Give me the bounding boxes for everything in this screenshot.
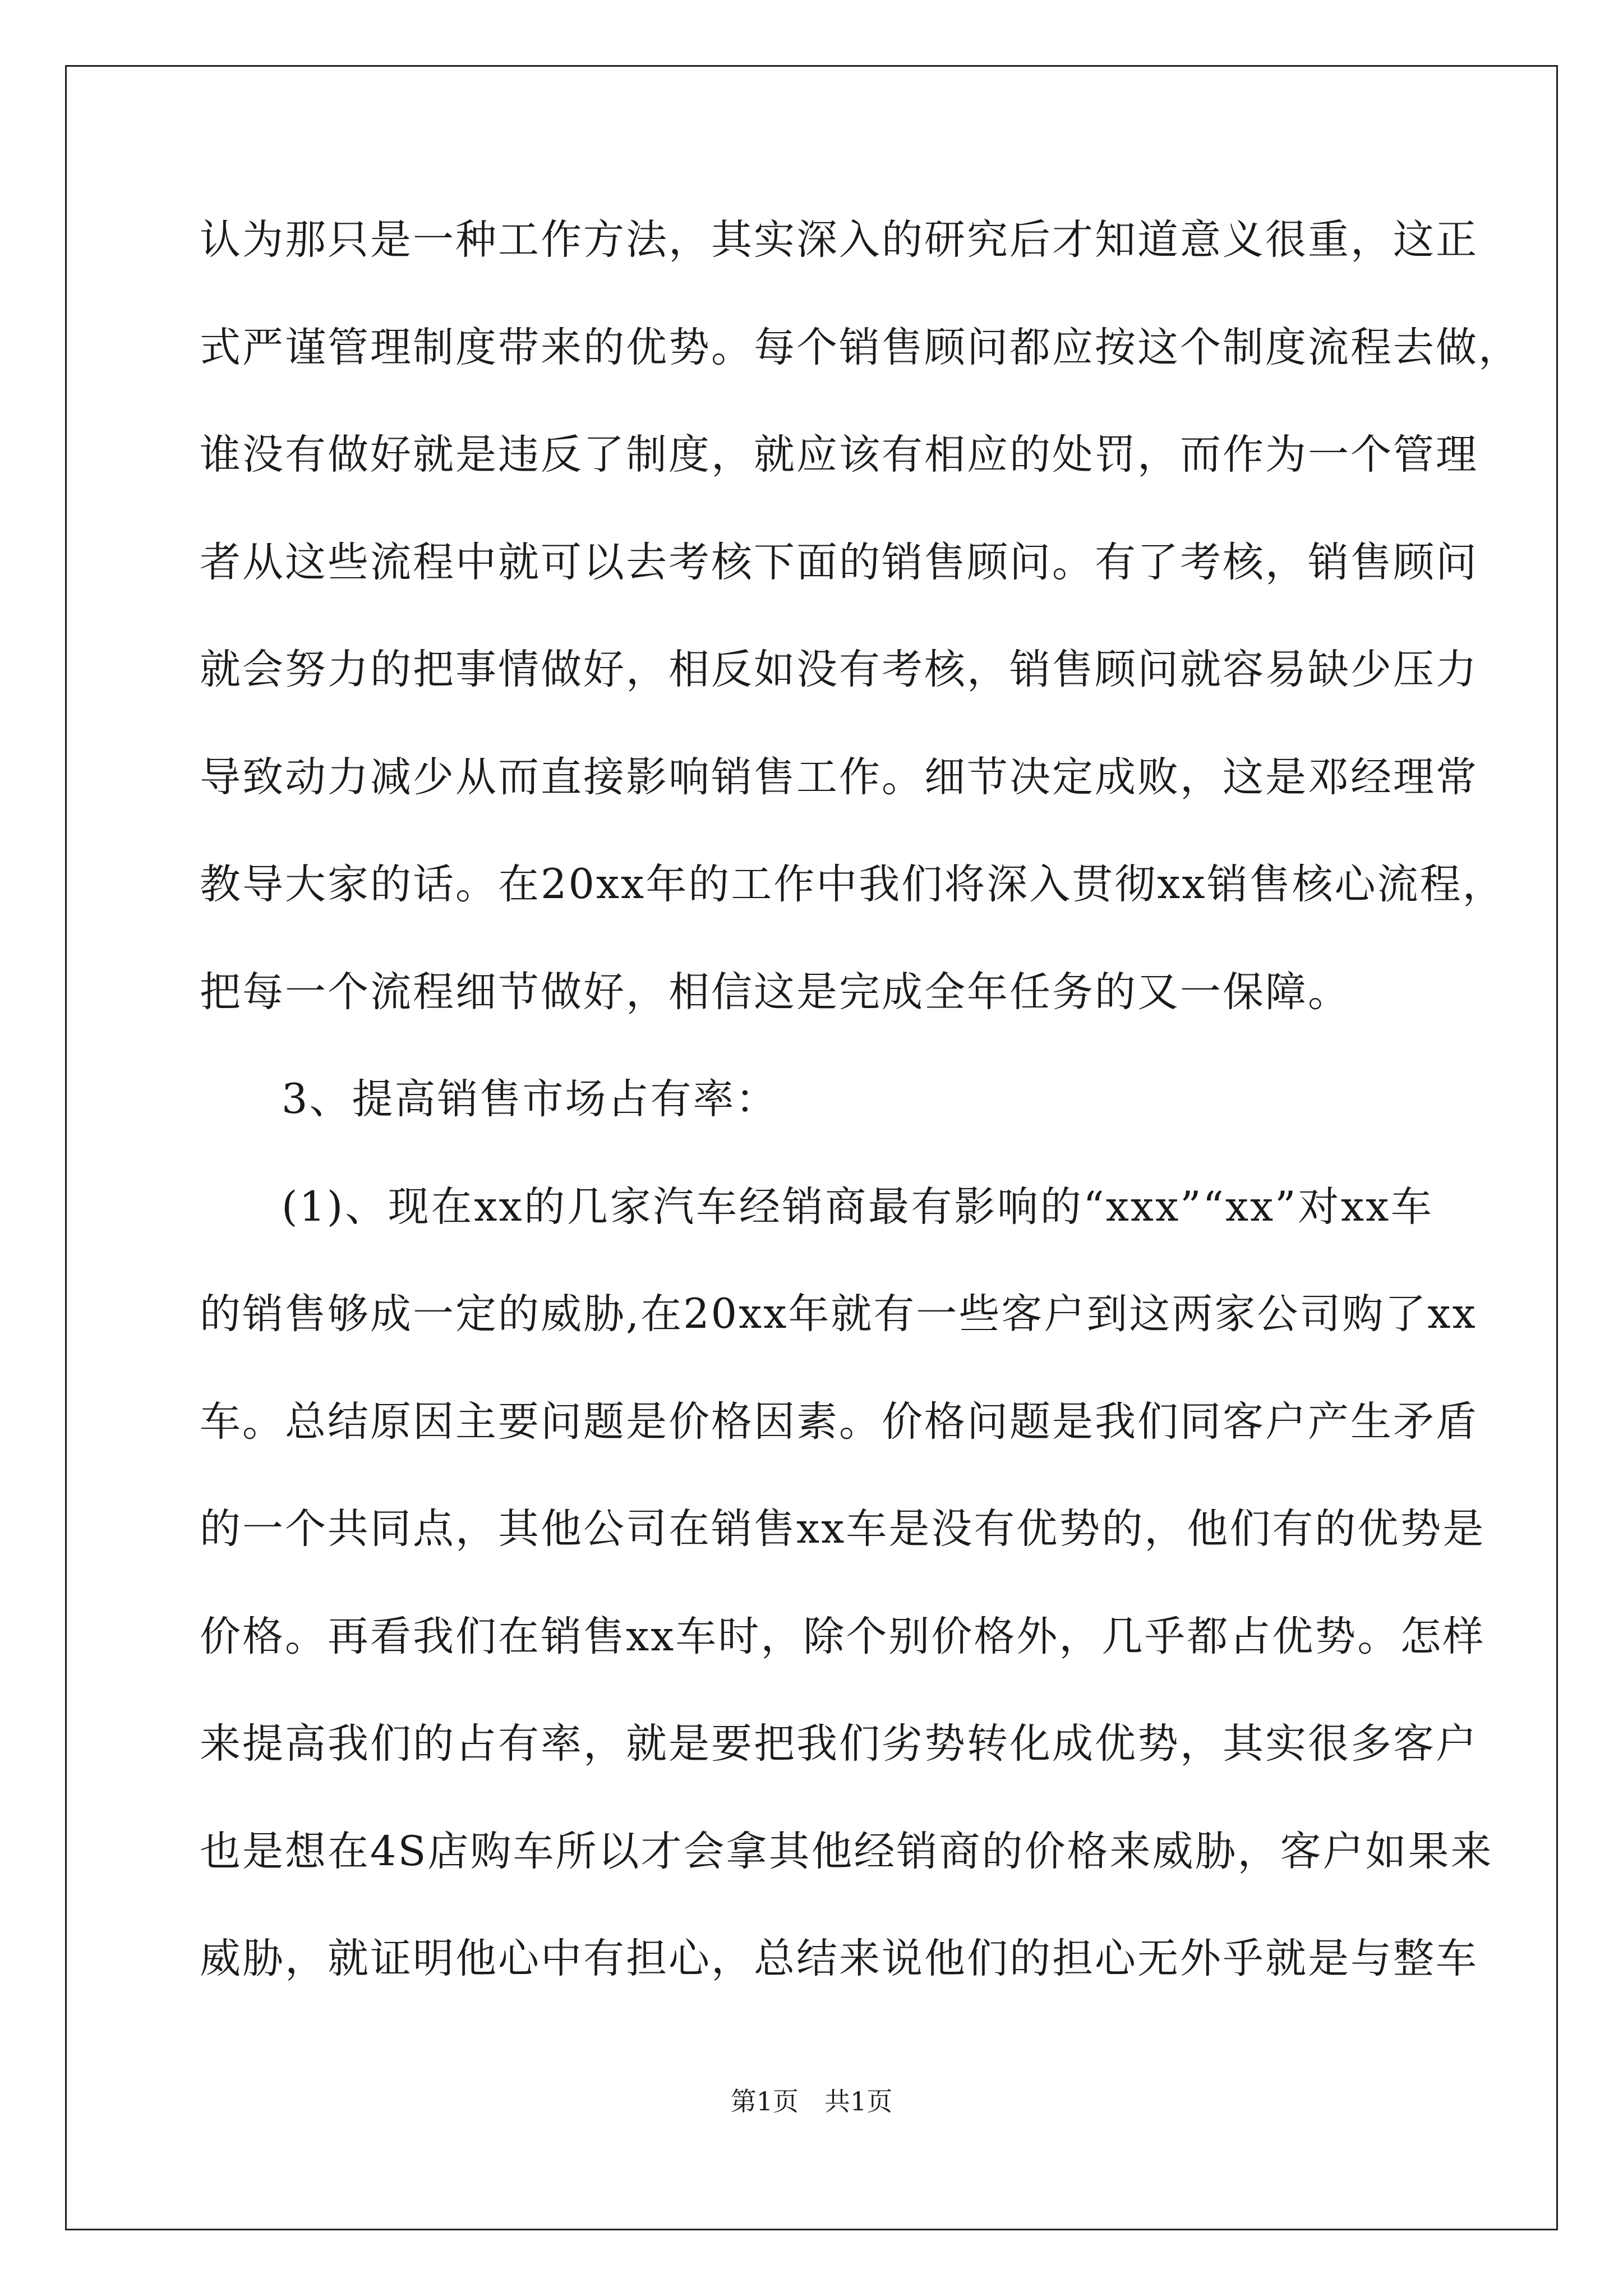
text-line: 车。总结原因主要问题是价格因素。价格问题是我们同客户产生矛盾	[200, 1397, 1478, 1446]
text-line: 威胁，就证明他心中有担心，总结来说他们的担心无外乎就是与整车	[200, 1935, 1478, 1982]
text-line: 3、提高销售市场占有率：	[282, 1075, 778, 1123]
text-line: 价格。再看我们在销售xx车时，除个别价格外，几乎都占优势。怎样	[200, 1612, 1486, 1660]
text-line: 谁没有做好就是违反了制度，就应该有相应的处罚，而作为一个管理	[200, 431, 1478, 478]
text-line: (1)、现在xx的几家汽车经销商最有影响的“xxx”“xx”对xx车	[282, 1182, 1433, 1231]
text-line: 者从这些流程中就可以去考核下面的销售顾问。有了考核，销售顾问	[200, 538, 1478, 586]
text-line: 认为那只是一种工作方法，其实深入的研究后才知道意义很重，这正	[200, 216, 1478, 264]
text-line: 来提高我们的占有率，就是要把我们劣势转化成优势，其实很多客户	[200, 1720, 1478, 1768]
text-line: 的一个共同点，其他公司在销售xx车是没有优势的，他们有的优势是	[200, 1505, 1486, 1553]
text-line: 把每一个流程细节做好，相信这是完成全年任务的又一保障。	[200, 968, 1350, 1016]
text-line: 教导大家的话。在20xx年的工作中我们将深入贯彻xx销售核心流程，	[200, 861, 1505, 908]
text-line: 也是想在4S店购车所以才会拿其他经销商的价格来威胁，客户如果来	[200, 1827, 1493, 1875]
text-line: 就会努力的把事情做好，相反如没有考核，销售顾问就容易缺少压力	[200, 646, 1478, 693]
text-line: 式严谨管理制度带来的优势。每个销售顾问都应按这个制度流程去做，	[200, 323, 1521, 371]
text-line: 导致动力减少从而直接影响销售工作。细节决定成败，这是邓经理常	[200, 753, 1478, 801]
document-body	[200, 216, 1521, 2042]
text-line: 的销售够成一定的威胁,在20xx年就有一些客户到这两家公司购了xx	[200, 1290, 1477, 1338]
page-number-footer: 第1页 共1页	[730, 2086, 893, 2116]
